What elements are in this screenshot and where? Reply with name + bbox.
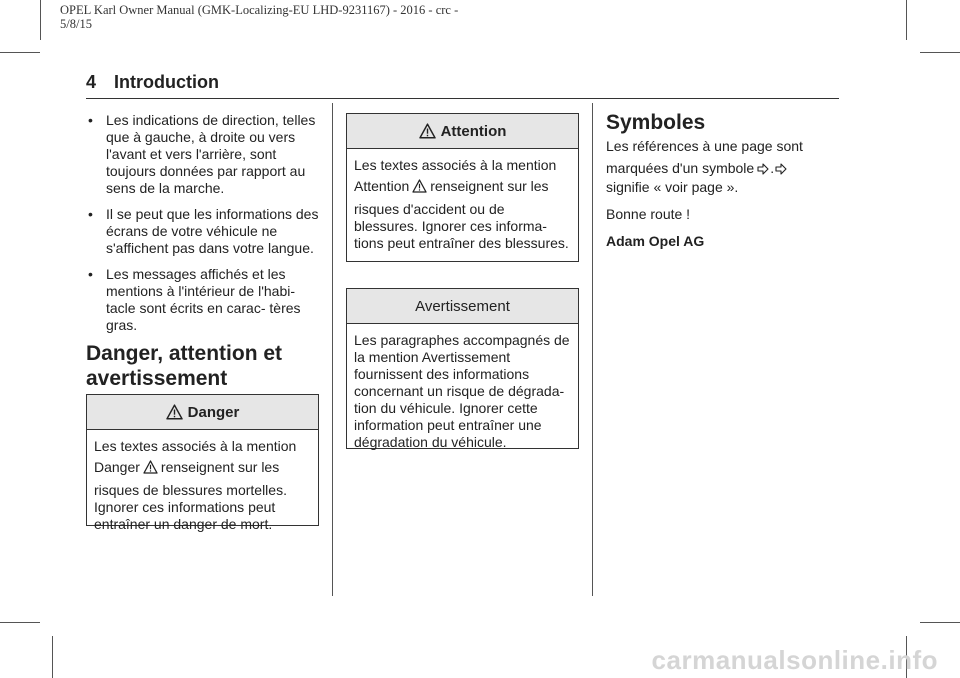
meta-line: OPEL Karl Owner Manual (GMK-Localizing-EU LHD-9231167) - 2016 - crc - xyxy=(60,3,459,17)
section-title: Symboles xyxy=(606,111,706,134)
crop-mark xyxy=(0,52,40,53)
document-meta xyxy=(60,3,540,31)
paragraph-fragment: marquées d'un symbole xyxy=(606,160,755,176)
warning-triangle-icon xyxy=(412,179,427,193)
paragraph-fragment: . xyxy=(770,160,775,176)
box-text-fragment: Danger xyxy=(94,459,140,475)
crop-mark xyxy=(40,0,41,40)
list-item-text: Les messages affichés et les mentions à l'intérieur de l'habi- tacle sont écrits en carac- tères gras. xyxy=(106,266,301,333)
section-title-line: avertissement xyxy=(86,367,228,390)
section-title xyxy=(86,341,322,391)
bullet-list xyxy=(86,112,322,343)
attention-box-header xyxy=(347,114,578,149)
box-text-line: Les textes associés à la mention xyxy=(94,438,297,454)
list-item xyxy=(86,112,322,197)
box-text-line xyxy=(354,178,571,197)
page-number: 4 xyxy=(86,72,97,92)
list-item xyxy=(86,206,322,257)
list-item-text: Il se peut que les informations des écrans de votre véhicule ne s'affichent pas dans votre langue. xyxy=(106,206,319,256)
meta-date: 5/8/15 xyxy=(60,17,92,31)
header-rule xyxy=(86,98,839,99)
crop-mark xyxy=(920,622,960,623)
column-divider xyxy=(592,103,593,596)
warning-triangle-icon xyxy=(166,404,183,420)
greeting: Bonne route ! xyxy=(606,206,691,222)
warning-box-title: Avertissement xyxy=(415,297,510,315)
attention-box-title: Attention xyxy=(440,122,507,140)
box-text-rest: risques d'accident ou de blessures. Ignorer ces informa- tions peut entraîner des blessures. xyxy=(354,201,569,251)
crop-mark xyxy=(906,0,907,40)
crop-mark xyxy=(52,636,53,678)
signature: Adam Opel AG xyxy=(606,233,705,249)
paragraph-line: signifie « voir page ». xyxy=(606,179,739,195)
attention-box-body xyxy=(347,149,578,252)
crop-mark xyxy=(0,622,40,623)
list-item-text: Les indications de direction, telles que à gauche, à droite ou vers l'avant et vers l'arrière, sont toujours données par rapport au sens de la marche. xyxy=(106,112,316,196)
list-item xyxy=(86,266,322,334)
bullet-icon: • xyxy=(88,266,93,282)
box-text-line xyxy=(94,459,311,478)
section-title-line: Danger, attention et xyxy=(86,342,283,365)
paragraph-line: Les références à une page sont xyxy=(606,138,803,154)
warning-box xyxy=(346,288,579,449)
box-text-fragment: renseignent sur les xyxy=(430,178,549,194)
bullet-icon: • xyxy=(88,206,93,222)
box-text-fragment: Attention xyxy=(354,178,410,194)
danger-box xyxy=(86,394,319,532)
warning-triangle-icon xyxy=(419,123,436,139)
danger-box-body xyxy=(87,430,318,533)
warning-triangle-icon xyxy=(143,460,158,474)
page-title: Introduction xyxy=(114,72,219,92)
symbols-paragraph xyxy=(606,138,838,250)
attention-box xyxy=(346,113,579,262)
page-reference-icon xyxy=(757,163,769,175)
bullet-icon: • xyxy=(88,112,93,128)
warning-box-header xyxy=(347,289,578,324)
box-text-line: Les textes associés à la mention xyxy=(354,157,557,173)
crop-mark xyxy=(920,52,960,53)
danger-box-title: Danger xyxy=(187,403,240,421)
page-reference-icon xyxy=(775,163,787,175)
box-text-rest: risques de blessures mortelles. Ignorer ces informations peut entraîner un danger de mort. xyxy=(94,482,287,532)
paragraph-line xyxy=(606,160,838,179)
warning-box-body: Les paragraphes accompagnés de la mention Avertissement fournissent des informations concernant un risque de dégrada- tion du véhicule. Ignorer cette information peut entraîner une dégradation du véhicule. xyxy=(354,332,570,450)
box-text-fragment: renseignent sur les xyxy=(160,459,280,475)
watermark: carmanualsonline.info xyxy=(651,645,938,675)
danger-box-header xyxy=(87,395,318,430)
column-divider xyxy=(332,103,333,596)
